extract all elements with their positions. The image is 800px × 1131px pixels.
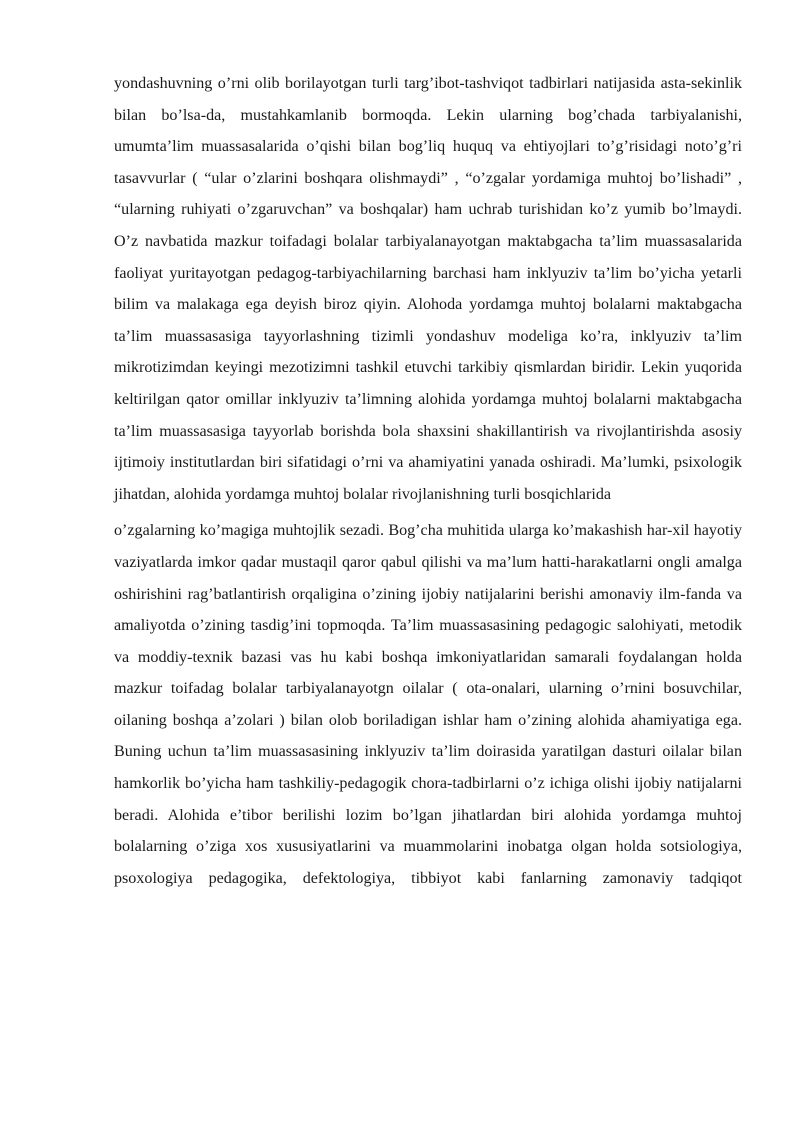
paragraph-1: yondashuvning o’rni olib borilayotgan turli targ’ibot-tashviqot tadbirlari natijasida asta-sekinlik bilan bo’lsa-da, mustahkamlanib bormoqda. Lekin ularning bog’chada tarbiyalanishi, umumta’lim muassasalarida o’qishi bilan bog’liq huquq va ehtiyojlari to’g’risidagi noto’g’ri tasavvurlar ( “ular o’zlarini boshqara olishmaydi” , “o’zgalar yordamiga muhtoj bo’lishadi” , “ularning ruhiyati o’zgaruvchan” va boshqalar) ham uchrab turishidan ko’z yumib bo’lmaydi. O’z navbatida mazkur toifadagi bolalar tarbiyalanayotgan maktabgacha ta’lim muassasalarida faoliyat yuritayotgan pedagog-tarbiyachilarning barchasi ham inklyuziv ta’lim bo’yicha yetarli bilim va malakaga ega deyish biroz qiyin. Alohoda yordamga muhtoj bolalarni maktabgacha ta’lim muassasasiga tayyorlashning tizimli yondashuv modeliga ko’ra, inklyuziv ta’lim mikrotizimdan keyingi mezotizimni tashkil etuvchi tarkibiy qismlardan biridir. Lekin yuqorida keltirilgan qator omillar inklyuziv ta’limning alohida yordamga muhtoj bolalarni maktabgacha ta’lim muassasasiga tayyorlab borishda bola shaxsini shakillantirish va rivojlantirishda asosiy ijtimoiy institutlardan biri sifatidagi o’rni va ahamiyatini yanada oshiradi. Ma’lumki, psixologik jihatdan, alohida yordamga muhtoj bolalar rivojlanishning turli bosqichlarida	[114, 75, 742, 503]
document-page	[114, 68, 742, 894]
paragraph-2: o’zgalarning ko’magiga muhtojlik sezadi. Bog’cha muhitida ularga ko’makashish har-xil hayotiy vaziyatlarda imkor qadar mustaqil qaror qabul qilishi va ma’lum hatti-harakatlarni ongli amalga oshirishini rag’batlantirish orqaligina o’zining ijobiy natijalarini berishi amonaviy ilm-fanda va amaliyotda o’zining tasdig’ini topmoqda. Ta’lim muassasasining pedagogic salohiyati, metodik va moddiy-texnik bazasi vas hu kabi boshqa imkoniyatlaridan samarali foydalangan holda mazkur toifadag bolalar tarbiyalanayotgn oilalar ( ota-onalari, ularning o’rnini bosuvchilar, oilaning boshqa a’zolari ) bilan olob boriladigan ishlar ham o’zining alohida ahamiyatiga ega. Buning uchun ta’lim muassasasining inklyuziv ta’lim doirasida yaratilgan dasturi oilalar bilan hamkorlik bo’yicha ham tashkiliy-pedagogik chora-tadbirlarni o’z ichiga olishi ijobiy natijalarni beradi. Alohida e’tibor berilishi lozim bo’lgan jihatlardan biri alohida yordamga muhtoj bolalarning o’ziga xos xususiyatlarini va muammolarini inobatga olgan holda sotsiologiya, psoxologiya pedagogika, defektologiya, tibbiyot kabi fanlarning zamonaviy tadqiqot	[114, 522, 742, 887]
